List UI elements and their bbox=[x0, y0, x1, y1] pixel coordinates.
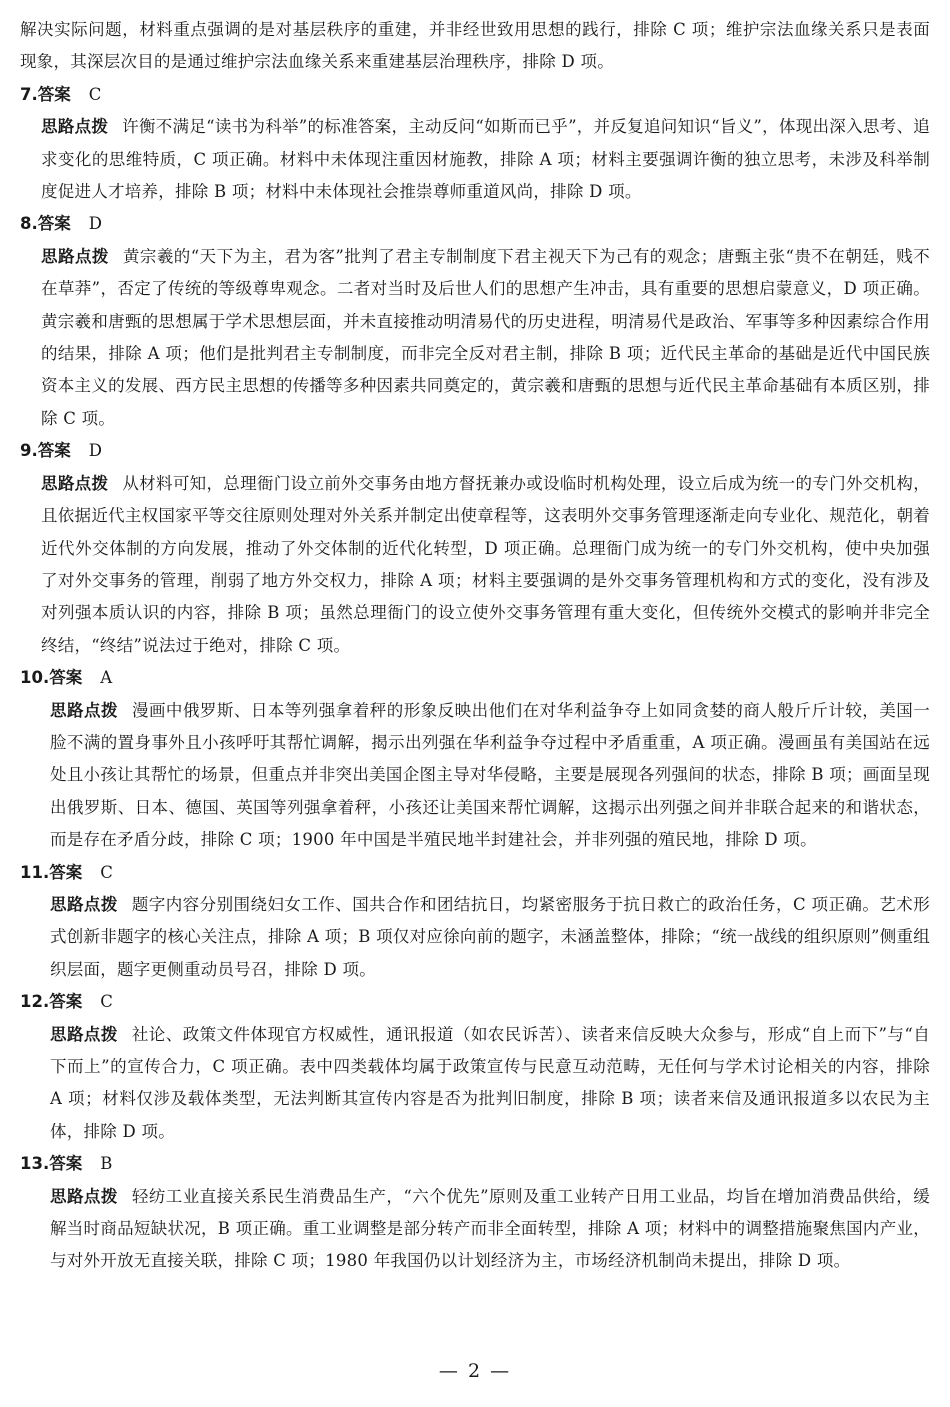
explanation-label: 思路点拨 bbox=[41, 117, 109, 137]
question-7 bbox=[20, 79, 930, 209]
answer-label: 答案 bbox=[49, 1154, 83, 1174]
question-12 bbox=[20, 986, 930, 1148]
explanation bbox=[20, 889, 930, 986]
explanation-text: 许衡不满足“读书为科举”的标准答案，主动反问“如斯而已乎”，并反复追问知识“旨义”，体现出深入思考、追求变化的思维特质，C 项正确。材料中未体现注重因材施教，排除 A 项；材料主要强调许衡的独立思考，未涉及科举制度促进人才培养，排除 B 项；材料中未体现社会推崇尊师重道风尚，排除 D 项。 bbox=[41, 117, 931, 202]
answer-line bbox=[20, 662, 930, 694]
answer-label: 答案 bbox=[37, 214, 71, 234]
answer-value: D bbox=[88, 441, 102, 461]
answer-value: D bbox=[88, 214, 102, 234]
explanation-label: 思路点拨 bbox=[41, 473, 109, 493]
answer-label: 答案 bbox=[49, 668, 83, 688]
question-number: 12. bbox=[20, 992, 50, 1012]
question-11 bbox=[20, 857, 930, 987]
explanation-text: 轻纺工业直接关系民生消费品生产，“六个优先”原则及重工业转产日用工业品，均旨在增加消费品供给，缓解当时商品短缺状况，B 项正确。重工业调整是部分转产而非全面转型，排除 A 项；材料中的调整措施聚焦国内产业，与对外开放无直接关联，排除 C 项；1980 年我国仍以计划经济为主，市场经济机制尚未提出，排除 D 项。 bbox=[50, 1186, 930, 1271]
answer-line bbox=[20, 208, 930, 240]
explanation-label: 思路点拨 bbox=[50, 1186, 118, 1206]
explanation-text: 漫画中俄罗斯、日本等列强拿着秤的形象反映出他们在对华利益争夺上如同贪婪的商人般斤斤计较，美国一脸不满的置身事外且小孩呼吁其帮忙调解，揭示出列强在华利益争夺过程中矛盾重重，A 项正确。漫画虽有美国站在远处且小孩让其帮忙的场景，但重点并非突出美国企图主导对华侵略，主要是展现各列强间的状态，排除 B 项；画面呈现出俄罗斯、日本、德国、英国等列强拿着秤，小孩还让美国来帮忙调解，这揭示出列强之间并非联合起来的和谐状态，而是存在矛盾分歧，排除 C 项；1900 年中国是半殖民地半封建社会，并非列强的殖民地，排除 D 项。 bbox=[50, 700, 931, 850]
answer-value: A bbox=[100, 668, 113, 688]
explanation bbox=[20, 1181, 930, 1278]
question-8 bbox=[20, 208, 930, 435]
explanation bbox=[20, 695, 930, 857]
explanation-label: 思路点拨 bbox=[41, 246, 109, 266]
answer-line bbox=[20, 857, 930, 889]
question-10 bbox=[20, 662, 930, 856]
answer-label: 答案 bbox=[49, 862, 83, 882]
answer-value: C bbox=[100, 862, 113, 882]
explanation bbox=[20, 468, 930, 662]
explanation-text: 社论、政策文件体现官方权威性，通讯报道（如农民诉苦）、读者来信反映大众参与，形成“自上而下”与“自下而上”的宣传合力，C 项正确。表中四类载体均属于政策宣传与民意互动范畴，无任何与学术讨论相关的内容，排除 A 项；材料仅涉及载体类型，无法判断其宣传内容是否为批判旧制度，排除 B 项；读者来信及通讯报道多以农民为主体，排除 D 项。 bbox=[50, 1024, 930, 1141]
explanation-text: 题字内容分别围绕妇女工作、国共合作和团结抗日，均紧密服务于抗日救亡的政治任务，C 项正确。艺术形式创新非题字的核心关注点，排除 A 项；B 项仅对应徐向前的题字，未涵盖整体，排除；“统一战线的组织原则”侧重组织层面，题字更侧重动员号召，排除 D 项。 bbox=[50, 894, 930, 979]
question-number: 9. bbox=[20, 441, 38, 461]
page-number: — 2 — bbox=[438, 1360, 512, 1382]
explanation-text: 从材料可知，总理衙门设立前外交事务由地方督抚兼办或设临时机构处理，设立后成为统一的专门外交机构，且依据近代主权国家平等交往原则处理对外关系并制定出使章程等，这表明外交事务管理逐渐走向专业化、规范化，朝着近代外交体制的方向发展，推动了外交体制的近代化转型，D 项正确。总理衙门成为统一的专门外交机构，使中央加强了对外交事务的管理，削弱了地方外交权力，排除 A 项；材料主要强调的是外交事务管理机构和方式的变化，没有涉及对列强本质认识的内容，排除 B 项；虽然总理衙门的设立使外交事务管理有重大变化，但传统外交模式的影响并非完全终结，“终结”说法过于绝对，排除 C 项。 bbox=[41, 473, 931, 655]
answer-label: 答案 bbox=[37, 441, 71, 461]
question-number: 10. bbox=[20, 668, 50, 688]
explanation bbox=[20, 111, 930, 208]
answer-line bbox=[20, 1148, 930, 1180]
question-number: 13. bbox=[20, 1154, 50, 1174]
explanation-label: 思路点拨 bbox=[50, 700, 118, 720]
answer-line bbox=[20, 986, 930, 1018]
explanation-label: 思路点拨 bbox=[50, 894, 118, 914]
answer-label: 答案 bbox=[37, 84, 71, 104]
question-number: 8. bbox=[20, 214, 38, 234]
answer-value: B bbox=[100, 1154, 113, 1174]
answer-value: C bbox=[100, 992, 113, 1012]
answer-line bbox=[20, 79, 930, 111]
answer-line bbox=[20, 435, 930, 467]
explanation-text: 黄宗羲的“天下为主，君为客”批判了君主专制制度下君主视天下为己有的观念；唐甄主张“贵不在朝廷，贱不在草莽”，否定了传统的等级尊卑观念。二者对当时及后世人们的思想产生冲击，具有重要的思想启蒙意义，D 项正确。黄宗羲和唐甄的思想属于学术思想层面，并未直接推动明清易代的历史进程，明清易代是政治、军事等多种因素综合作用的结果，排除 A 项；他们是批判君主专制制度，而非完全反对君主制，排除 B 项；近代民主革命的基础是近代中国民族资本主义的发展、西方民主思想的传播等多种因素共同奠定的，黄宗羲和唐甄的思想与近代民主革命基础有本质区别，排除 C 项。 bbox=[41, 246, 931, 428]
explanation bbox=[20, 241, 930, 435]
explanation-label: 思路点拨 bbox=[50, 1024, 118, 1044]
continued-explanation: 解决实际问题，材料重点强调的是对基层秩序的重建，并非经世致用思想的践行，排除 C 项；维护宗法血缘关系只是表面现象，其深层次目的是通过维护宗法血缘关系来重建基层治理秩序，排除 D 项。 bbox=[20, 20, 930, 72]
explanation bbox=[20, 1019, 930, 1149]
question-9 bbox=[20, 435, 930, 662]
answer-label: 答案 bbox=[49, 992, 83, 1012]
answer-value: C bbox=[88, 84, 102, 104]
question-number: 7. bbox=[20, 84, 38, 104]
question-number: 11. bbox=[20, 862, 50, 882]
question-13 bbox=[20, 1148, 930, 1278]
